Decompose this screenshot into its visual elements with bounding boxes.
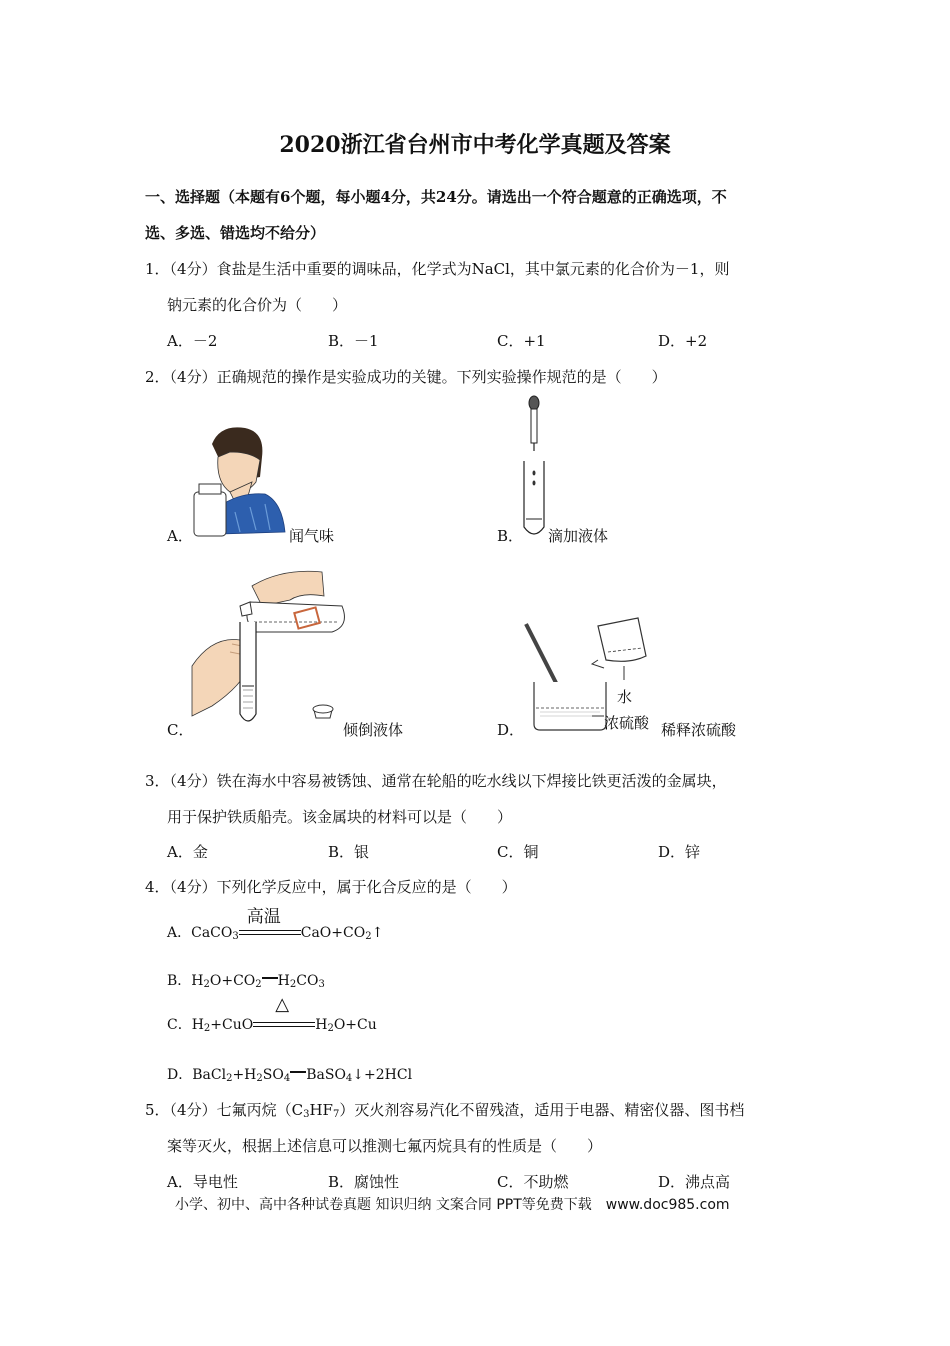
q4c-t3: O+Cu xyxy=(333,1017,377,1033)
q4d-t3: BaSO xyxy=(306,1067,346,1083)
q4d-t0: D．BaCl xyxy=(167,1067,227,1083)
q4d-s2: 2 xyxy=(256,1073,263,1084)
q3-option-c: C．铜 xyxy=(497,843,539,861)
q4c-t2: H xyxy=(315,1017,328,1033)
q5-option-a: A．导电性 xyxy=(167,1173,238,1191)
q5-t2: ）灭火剂容易汽化不留残渣，适用于电器、精密仪器、图书档 xyxy=(339,1101,745,1119)
q4b-s4: 3 xyxy=(318,979,325,990)
q5-option-d: D．沸点高 xyxy=(658,1173,731,1191)
q1-option-a: A．－2 xyxy=(167,332,218,350)
q4b-equals xyxy=(262,977,278,985)
q4a-sub1: 3 xyxy=(232,931,239,942)
q4c-s1: 2 xyxy=(203,1023,211,1034)
q2-stem: 2．（4分）正确规范的操作是实验成功的关键。下列实验操作规范的是（ ） xyxy=(145,368,667,386)
q4a-reactant: A．CaCO xyxy=(167,925,233,941)
q4b-t1: O+CO xyxy=(209,973,256,989)
q5-stem-line1 xyxy=(145,1099,744,1120)
pouring-figure xyxy=(192,566,352,736)
q4d-equals xyxy=(290,1071,306,1079)
q4a-condition: 高温 xyxy=(246,907,281,927)
q4d-s3: 4 xyxy=(283,1073,291,1084)
q5-t1: HF xyxy=(309,1101,333,1119)
q1-option-b: B．－1 xyxy=(328,332,379,350)
q4b-t2: H xyxy=(277,973,290,989)
concentrated-acid-label: 浓硫酸 xyxy=(604,714,650,732)
q4c-t1: +CuO xyxy=(210,1017,254,1033)
q1-option-d: D．+2 xyxy=(658,332,708,350)
q5-t0: 5．（4分）七氟丙烷（C xyxy=(145,1101,304,1119)
q4a-equals xyxy=(239,907,301,938)
q3-stem-line2: 用于保护铁质船壳。该金属块的材料可以是（ ） xyxy=(167,808,513,826)
q4b-s2: 2 xyxy=(255,979,262,990)
q2-option-c-label: C． xyxy=(167,721,194,739)
q4d-t1: +H xyxy=(232,1067,257,1083)
q5-option-c: C．不助燃 xyxy=(497,1173,569,1191)
q4b-t0: B．H xyxy=(167,973,204,989)
q4b-s3: 2 xyxy=(289,979,297,990)
q4-option-a xyxy=(167,907,384,942)
q4c-s2: 2 xyxy=(327,1023,334,1034)
q4a-sub2: 2 xyxy=(365,931,372,942)
q4-option-b xyxy=(167,970,325,990)
q4d-s4: 4 xyxy=(345,1073,353,1084)
q3-option-a: A．金 xyxy=(167,843,208,861)
q1-stem-line2: 钠元素的化合价为（ ） xyxy=(167,296,348,314)
q4c-equals xyxy=(253,994,315,1030)
q4-option-c xyxy=(167,994,377,1034)
q2-option-d-label: D． xyxy=(497,721,525,739)
dropper-figure xyxy=(520,395,550,543)
page-title: 2020浙江省台州市中考化学真题及答案 xyxy=(279,132,671,158)
q4-stem: 4．（4分）下列化学反应中，属于化合反应的是（ ） xyxy=(145,878,517,896)
q2-option-b-caption: 滴加液体 xyxy=(548,527,609,545)
q5-s2: 7 xyxy=(332,1109,340,1120)
q5-option-b: B．腐蚀性 xyxy=(328,1173,400,1191)
section-heading-line2: 选、多选、错选均不给分） xyxy=(145,224,326,242)
q3-stem-line1: 3．（4分）铁在海水中容易被锈蚀、通常在轮船的吃水线以下焊接比铁更活泼的金属块， xyxy=(145,772,727,790)
q2-option-b-label: B． xyxy=(497,527,524,545)
q3-option-d: D．锌 xyxy=(658,843,701,861)
q4b-t3: CO xyxy=(296,973,319,989)
section-heading-line1: 一、选择题（本题有6个题，每小题4分，共24分。请选出一个符合题意的正确选项，不 xyxy=(145,188,727,206)
heat-icon: △ xyxy=(275,994,290,1015)
q4a-gas-arrow: ↑ xyxy=(371,925,384,941)
smelling-figure xyxy=(190,422,290,540)
q5-s1: 3 xyxy=(303,1109,310,1120)
q1-stem-line1: 1．（4分）食盐是生活中重要的调味品，化学式为NaCl，其中氯元素的化合价为－1，则 xyxy=(145,260,730,278)
q4b-s1: 2 xyxy=(203,979,210,990)
q4d-s1: 2 xyxy=(226,1073,233,1084)
q4d-t2: SO xyxy=(262,1067,284,1083)
q4-option-d xyxy=(167,1064,412,1084)
water-label: 水 xyxy=(617,688,633,706)
q4a-product: CaO+CO xyxy=(300,925,366,941)
q5-stem-line2: 案等灭火，根据上述信息可以推测七氟丙烷具有的性质是（ ） xyxy=(167,1137,603,1155)
q2-option-a-label: A． xyxy=(167,527,193,545)
q1-option-c: C．+1 xyxy=(497,332,546,350)
footer-download-link[interactable]: 小学、初中、高中各种试卷真题 知识归纳 文案合同 PPT等免费下载 www.doc985.com xyxy=(175,1197,730,1213)
q4c-t0: C．H xyxy=(167,1017,204,1033)
q2-option-a-caption: 闻气味 xyxy=(289,527,335,545)
q2-option-d-caption: 稀释浓硫酸 xyxy=(661,721,737,739)
q2-option-c-caption: 倾倒液体 xyxy=(343,721,404,739)
q3-option-b: B．银 xyxy=(328,843,370,861)
q4d-t4: ↓+2HCl xyxy=(352,1067,413,1083)
